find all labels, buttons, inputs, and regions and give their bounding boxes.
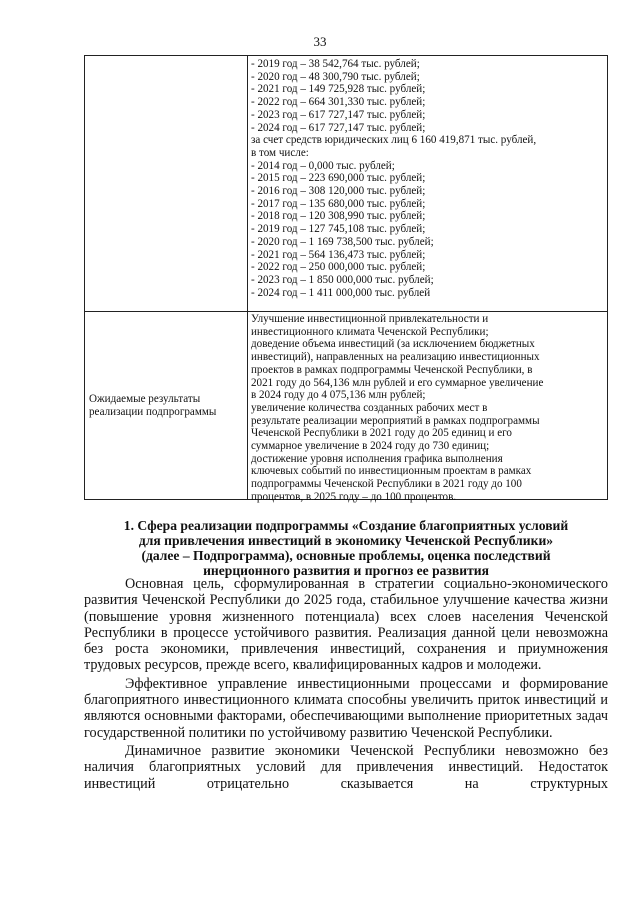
table-line: в том числе: bbox=[251, 146, 309, 159]
table-line: - 2021 год – 564 136,473 тыс. рублей; bbox=[251, 248, 426, 261]
table-line: процентов, в 2025 году – до 100 процентов. bbox=[251, 490, 457, 503]
table-line: - 2022 год – 250 000,000 тыс. рублей; bbox=[251, 261, 426, 274]
table-line: - 2020 год – 1 169 738,500 тыс. рублей; bbox=[251, 235, 434, 248]
table-line: - 2019 год – 38 542,764 тыс. рублей; bbox=[251, 58, 420, 70]
table-line: за счет средств юридических лиц 6 160 419,871 тыс. рублей, bbox=[251, 134, 537, 147]
table-line: результате реализации мероприятий в рамках подпрограммы bbox=[251, 414, 540, 427]
table-line: Улучшение инвестиционной привлекательности и bbox=[251, 313, 489, 325]
table-line: - 2023 год – 617 727,147 тыс. рублей; bbox=[251, 108, 426, 121]
table-line: - 2022 год – 664 301,330 тыс. рублей; bbox=[251, 96, 426, 109]
heading-line: 1. Сфера реализации подпрограммы «Создание благоприятных условий bbox=[123, 518, 569, 533]
table-line: - 2019 год – 127 745,108 тыс. рублей; bbox=[251, 223, 426, 236]
table-line: - 2015 год – 223 690,000 тыс. рублей; bbox=[251, 172, 426, 185]
table-line: - 2014 год – 0,000 тыс. рублей; bbox=[251, 159, 395, 172]
paragraph: Основная цель, сформулированная в стратегии социально-экономического развития Чеченской Республики до 2025 года, стабильное улучшение качества жизни (повышение уровня жизненного потенциала) всех слоев населения Чеченской Республики в процессе устойчивого развития. Реализация данной цели невозможна без роста экономики, привлечения инвестиций, сохранения и приумножения трудовых ресурсов, прежде всего, квалифицированных кадров и молодежи. bbox=[84, 576, 608, 674]
table-line: 2021 году до 564,136 млн рублей и его суммарное увеличение bbox=[251, 376, 544, 389]
table-line: - 2016 год – 308 120,000 тыс. рублей; bbox=[251, 185, 426, 198]
table-line: доведение объема инвестиций (за исключением бюджетных bbox=[251, 338, 535, 351]
table-line: инвестиционного климата Чеченской Республики; bbox=[251, 325, 489, 338]
table-line: суммарное увеличение в 2024 году до 730 единиц; bbox=[251, 440, 490, 453]
funding-breakdown-cell bbox=[251, 58, 603, 299]
table-row-divider bbox=[85, 311, 607, 312]
expected-results-label: Ожидаемые результаты реализации подпрограммы bbox=[89, 393, 217, 418]
table-line: - 2017 год – 135 680,000 тыс. рублей; bbox=[251, 197, 426, 210]
subprogram-passport-table bbox=[84, 55, 608, 503]
table-line: ключевых событий по инвестиционным проектам в рамках bbox=[251, 465, 532, 478]
table-column-divider bbox=[247, 56, 248, 499]
table-line: Чеченской Республики в 2021 году до 205 единиц и его bbox=[251, 427, 512, 440]
table-line: - 2024 год – 617 727,147 тыс. рублей; bbox=[251, 121, 426, 134]
paragraph: Эффективное управление инвестиционными процессами и формирование благоприятного инвестиционного климата способны увеличить приток инвестиций и являются основными факторами, обеспечивающими выполнение приоритетных задач государственной политики по устойчивому развитию Чеченской Республики. bbox=[84, 675, 608, 741]
expected-results-cell bbox=[251, 313, 603, 504]
section-heading bbox=[84, 518, 608, 578]
heading-line: инерционного развития и прогноз ее развития bbox=[203, 563, 489, 578]
table-line: инвестиций), направленных на реализацию инвестиционных bbox=[251, 351, 540, 364]
table-line: - 2020 год – 48 300,790 тыс. рублей; bbox=[251, 70, 420, 83]
page-number: 33 bbox=[313, 34, 327, 49]
table-line: в 2024 году до 4 075,136 млн рублей; bbox=[251, 389, 426, 402]
table-line: подпрограммы Чеченской Республики в 2021 году до 100 bbox=[251, 478, 522, 491]
table-line: увеличение количества созданных рабочих мест в bbox=[251, 401, 488, 414]
table-line: достижение уровня исполнения графика выполнения bbox=[251, 452, 503, 465]
body-text bbox=[84, 576, 608, 794]
table-line: - 2024 год – 1 411 000,000 тыс. рублей bbox=[251, 286, 431, 299]
paragraph: Динамичное развитие экономики Чеченской Республики невозможно без наличия благоприятных условий для привлечения инвестиций. Недостаток инвестиций отрицательно сказывается на структурных bbox=[84, 742, 608, 792]
heading-line: (далее – Подпрограмма), основные проблемы, оценка последствий bbox=[141, 548, 551, 563]
table-line: - 2018 год – 120 308,990 тыс. рублей; bbox=[251, 210, 426, 223]
table-line: проектов в рамках подпрограммы Чеченской Республики, в bbox=[251, 363, 533, 376]
table-line: - 2021 год – 149 725,928 тыс. рублей; bbox=[251, 83, 426, 96]
table-line: - 2023 год – 1 850 000,000 тыс. рублей; bbox=[251, 273, 434, 286]
heading-line: для привлечения инвестиций в экономику Чеченской Республики» bbox=[138, 533, 554, 548]
